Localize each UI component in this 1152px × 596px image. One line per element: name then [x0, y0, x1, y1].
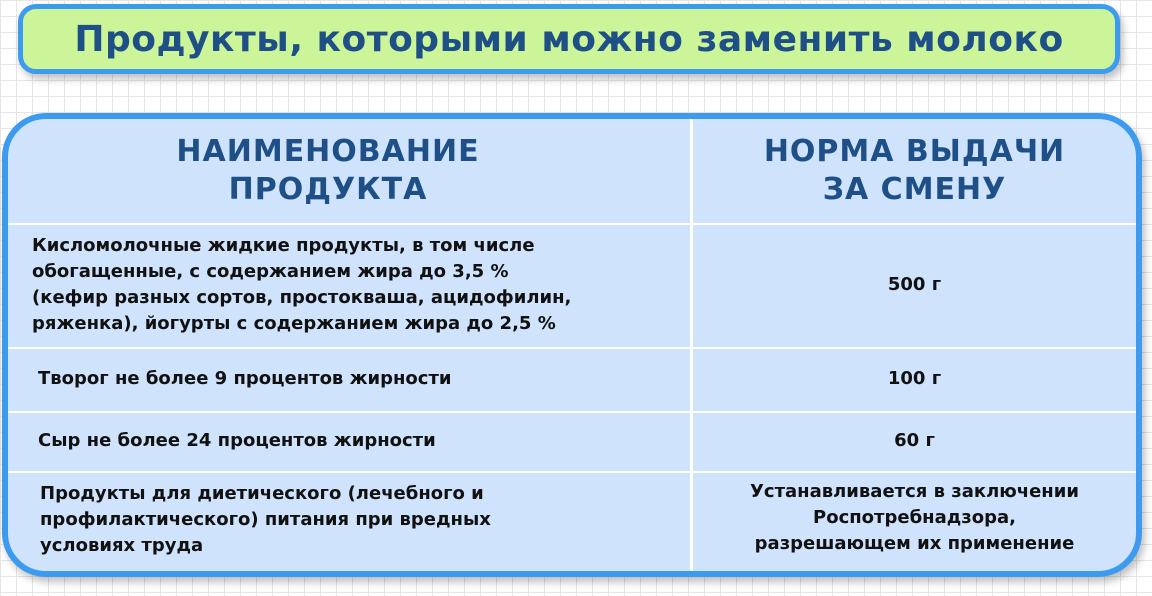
row-product-name: Продукты для диетического (лечебного и профилактического) питания при вредных условиях труда — [40, 483, 491, 556]
table-row — [8, 223, 1136, 349]
row-product-name: Сыр не более 24 процентов жирности — [38, 430, 436, 451]
products-table — [2, 113, 1142, 577]
row-norm: 100 г — [887, 368, 942, 389]
table-row — [8, 411, 1136, 473]
row-norm: 60 г — [894, 430, 935, 451]
header-norm: НОРМА ВЫДАЧИ ЗА СМЕНУ — [763, 134, 1066, 207]
table-header-row — [8, 119, 1136, 225]
table-row — [8, 471, 1136, 577]
row-norm: Устанавливается в заключении Роспотребнадзора, разрешающем их применение — [750, 481, 1079, 554]
row-product-name: Кисломолочные жидкие продукты, в том числе обогащенные, с содержанием жира до 3,5 % (кефир разных сортов, простокваша, ацидофилин, ряженка), йогурты с содержанием жира до 2,5 % — [32, 235, 572, 334]
page-title: Продукты, которыми можно заменить молоко — [74, 18, 1064, 60]
row-product-name: Творог не более 9 процентов жирности — [38, 368, 452, 389]
row-norm: 500 г — [887, 274, 942, 295]
table-row — [8, 347, 1136, 413]
page-title-banner — [18, 4, 1120, 74]
header-product-name: НАИМЕНОВАНИЕ ПРОДУКТА — [176, 134, 480, 207]
